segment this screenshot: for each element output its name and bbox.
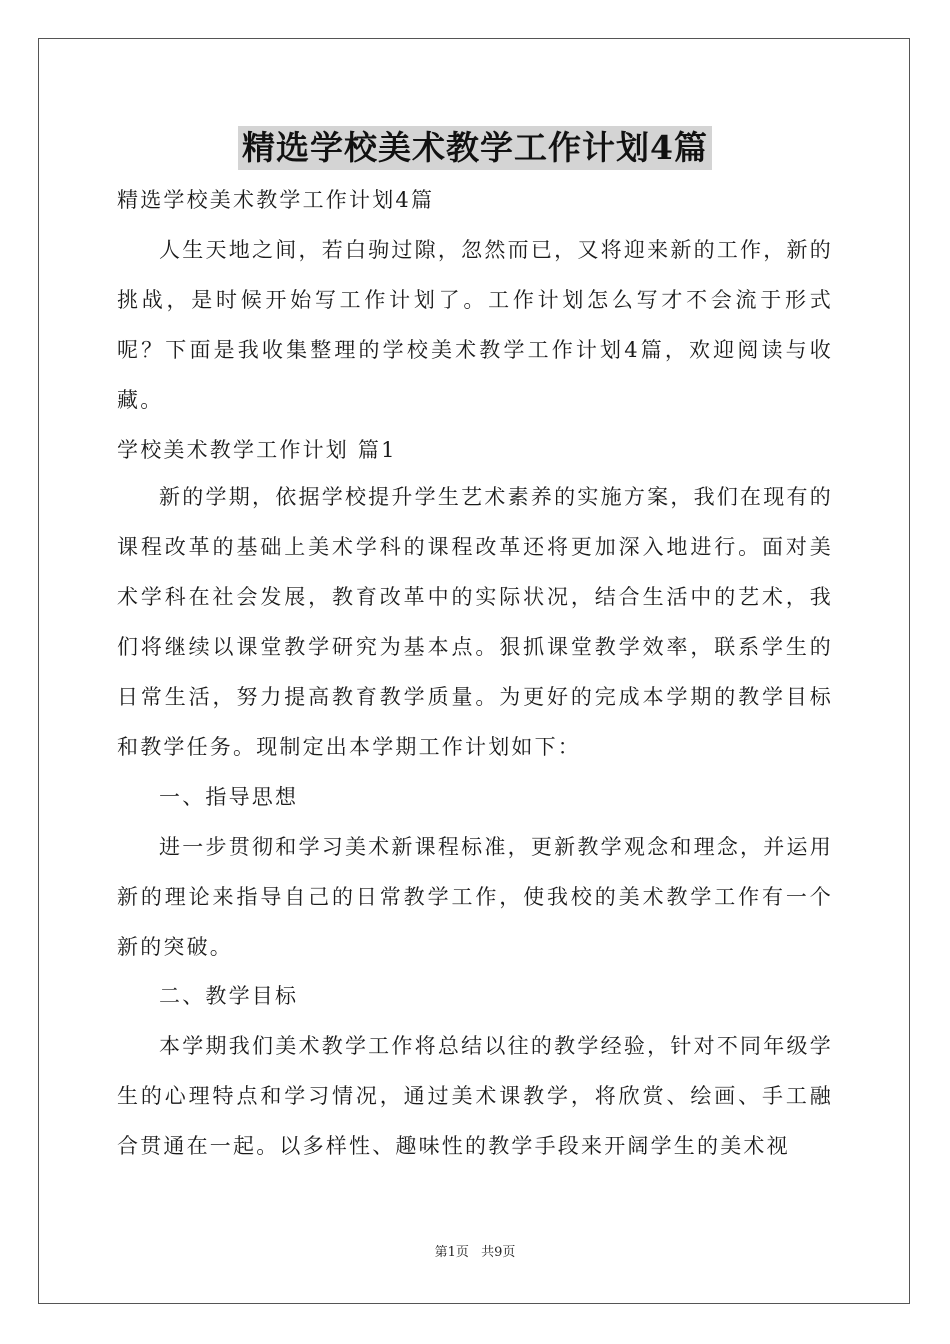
heading-teaching-goals: 二、教学目标 — [159, 984, 299, 1008]
page-footer — [0, 1244, 950, 1262]
page-number: 第1页 — [434, 1245, 469, 1260]
section-heading: 学校美术教学工作计划 篇1 — [117, 438, 397, 462]
intro-paragraph: 人生天地之间，若白驹过隙，忽然而已，又将迎来新的工作，新的挑战，是时候开始写工作计划了。工作计划怎么写才不会流于形式呢？下面是我收集整理的学校美术教学工作计划4篇，欢迎阅读与收藏。 — [117, 238, 833, 412]
paragraph-2: 进一步贯彻和学习美术新课程标准，更新教学观念和理念，并运用新的理论来指导自己的日常教学工作，使我校的美术教学工作有一个新的突破。 — [117, 835, 833, 959]
document-subtitle: 精选学校美术教学工作计划4篇 — [117, 188, 435, 212]
document-title: 精选学校美术教学工作计划4篇 — [238, 126, 712, 170]
paragraph-1: 新的学期，依据学校提升学生艺术素养的实施方案，我们在现有的课程改革的基础上美术学科的课程改革还将更加深入地进行。面对美术学科在社会发展，教育改革中的实际状况，结合生活中的艺术，我们将继续以课堂教学研究为基本点。狠抓课堂教学效率，联系学生的日常生活，努力提高教育教学质量。为更好的完成本学期的教学目标和教学任务。现制定出本学期工作计划如下： — [117, 485, 833, 759]
title-container — [117, 126, 833, 170]
page-total: 共9页 — [481, 1245, 516, 1260]
paragraph-3: 本学期我们美术教学工作将总结以往的教学经验，针对不同年级学生的心理特点和学习情况，通过美术课教学，将欣赏、绘画、手工融合贯通在一起。以多样性、趣味性的教学手段来开阔学生的美术视 — [117, 1034, 833, 1158]
heading-guiding-thought: 一、指导思想 — [159, 785, 299, 809]
